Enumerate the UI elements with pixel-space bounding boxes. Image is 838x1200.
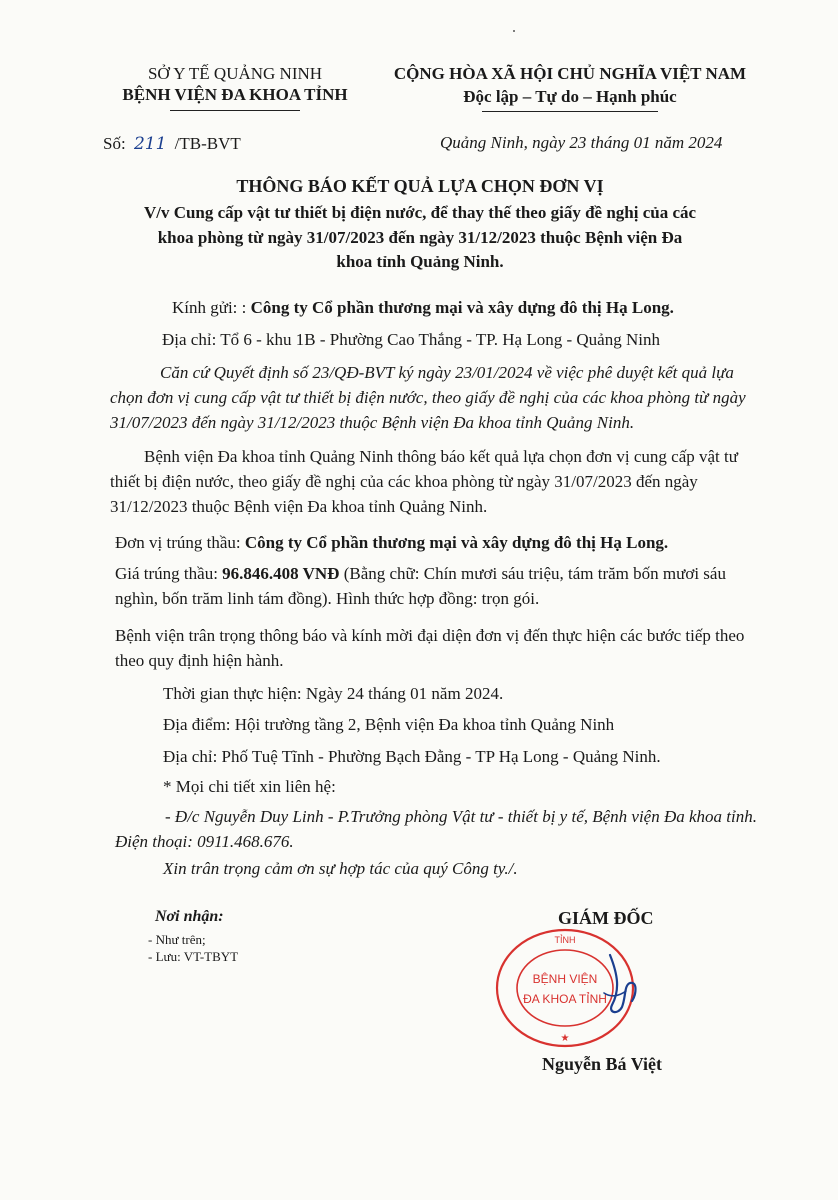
document-date: Quảng Ninh, ngày 23 tháng 01 năm 2024 [440,133,723,152]
stamp-line-2: ĐA KHOA TỈNH [523,992,607,1006]
stamp-line-1: BỆNH VIỆN [532,972,598,986]
price-label: Giá trúng thầu: [115,564,218,583]
header-department: SỞ Y TẾ QUẢNG NINH [147,64,323,83]
contact-detail: - Đ/c Nguyễn Duy Linh - P.Trưởng phòng Vật tư - thiết bị y tế, Bệnh viện Đa khoa tỉnh. Điện thoại: 0911.468.676. [115,807,757,851]
invite-paragraph: Bệnh viện trân trọng thông báo và kính mời đại diện đơn vị đến thực hiện các bước tiếp theo theo quy định hiện hành. [115,626,745,670]
number-handwritten: 211 [133,134,167,154]
signature-scribble [560,935,680,1045]
winner-label: Đơn vị trúng thầu: [115,533,241,552]
recipient-name: Công ty Cổ phần thương mại và xây dựng đô thị Hạ Long. [250,298,674,317]
place-value: Hội trường tầng 2, Bệnh viện Đa khoa tỉnh Quảng Ninh [234,715,615,734]
meeting-address: Địa chỉ: Phố Tuệ Tĩnh - Phường Bạch Đằng - TP Hạ Long - Quảng Ninh. [163,747,661,766]
subject-line-2: khoa phòng từ ngày 31/07/2023 đến ngày 31/12/2023 thuộc Bệnh viện Đa [157,228,683,247]
header-country: CỘNG HÒA XÃ HỘI CHỦ NGHĨA VIỆT NAM [393,64,747,83]
number-label: Số: [103,134,126,153]
header-motto: Độc lập – Tự do – Hạnh phúc [463,87,677,106]
recipients-label: Nơi nhận: [155,908,224,925]
basis-paragraph: Căn cứ Quyết định số 23/QĐ-BVT ký ngày 23/01/2024 về việc phê duyệt kết quả lựa chọn đơn vị cung cấp vật tư thiết bị điện nước, theo giấy đề nghị của các khoa phòng từ ngày 31/07/2023 đến ngày 31/12/2023 thuộc Bệnh viện Đa khoa tỉnh Quảng Ninh. [110,363,746,432]
recipient-label: Kính gửi: : [172,298,247,317]
price-paragraph [115,561,755,611]
document-number [103,134,241,154]
winner-name: Công ty Cổ phần thương mại và xây dựng đô thị Hạ Long. [244,533,669,552]
header-hospital: BỆNH VIỆN ĐA KHOA TỈNH [122,85,348,104]
thanks-line: Xin trân trọng cảm ơn sự hợp tác của quý Công ty./. [163,859,518,878]
signer-title: GIÁM ĐỐC [558,908,654,928]
stamp-ring-text: TỈNH [554,935,576,945]
subject-line-3: khoa tỉnh Quảng Ninh. [336,252,504,271]
notice-paragraph: Bệnh viện Đa khoa tỉnh Quảng Ninh thông báo kết quả lựa chọn đơn vị cung cấp vật tư thiết bị điện nước, theo giấy đề nghị của các khoa phòng từ ngày 31/07/2023 đến ngày 31/12/2023 thuộc Bệnh viện Đa khoa tỉnh Quảng Ninh. [110,447,738,516]
time-line: Thời gian thực hiện: Ngày 24 tháng 01 năm 2024. [163,684,504,703]
signer-name: Nguyễn Bá Việt [542,1054,663,1074]
recipients-item-1: - Như trên; [148,932,206,947]
document-title: THÔNG BÁO KẾT QUẢ LỰA CHỌN ĐƠN VỊ [236,176,604,196]
price-value: 96.846.408 VNĐ [222,564,340,583]
header-right-underline [482,111,658,112]
scan-speck [513,30,515,32]
stamp-star: ★ [560,1033,570,1044]
contact-label: * Mọi chi tiết xin liên hệ: [163,777,336,796]
recipients-item-2: - Lưu: VT-TBYT [148,949,239,964]
recipient-line [172,298,674,318]
subject-line-1: V/v Cung cấp vật tư thiết bị điện nước, để thay thế theo giấy đề nghị của các [143,203,697,222]
price-rest: (Bằng chữ: Chín mươi sáu triệu, tám trăm bốn mươi sáu nghìn, bốn trăm linh tám đồng). Hình thức hợp đồng: trọn gói. [115,564,726,608]
recipient-address: Địa chỉ: Tổ 6 - khu 1B - Phường Cao Thắng - TP. Hạ Long - Quảng Ninh [162,330,660,349]
place-label: Địa điểm: [163,715,231,734]
header-left-underline [170,110,300,111]
winner-line [115,533,668,553]
number-suffix: /TB-BVT [174,134,241,153]
place-line [163,715,614,735]
